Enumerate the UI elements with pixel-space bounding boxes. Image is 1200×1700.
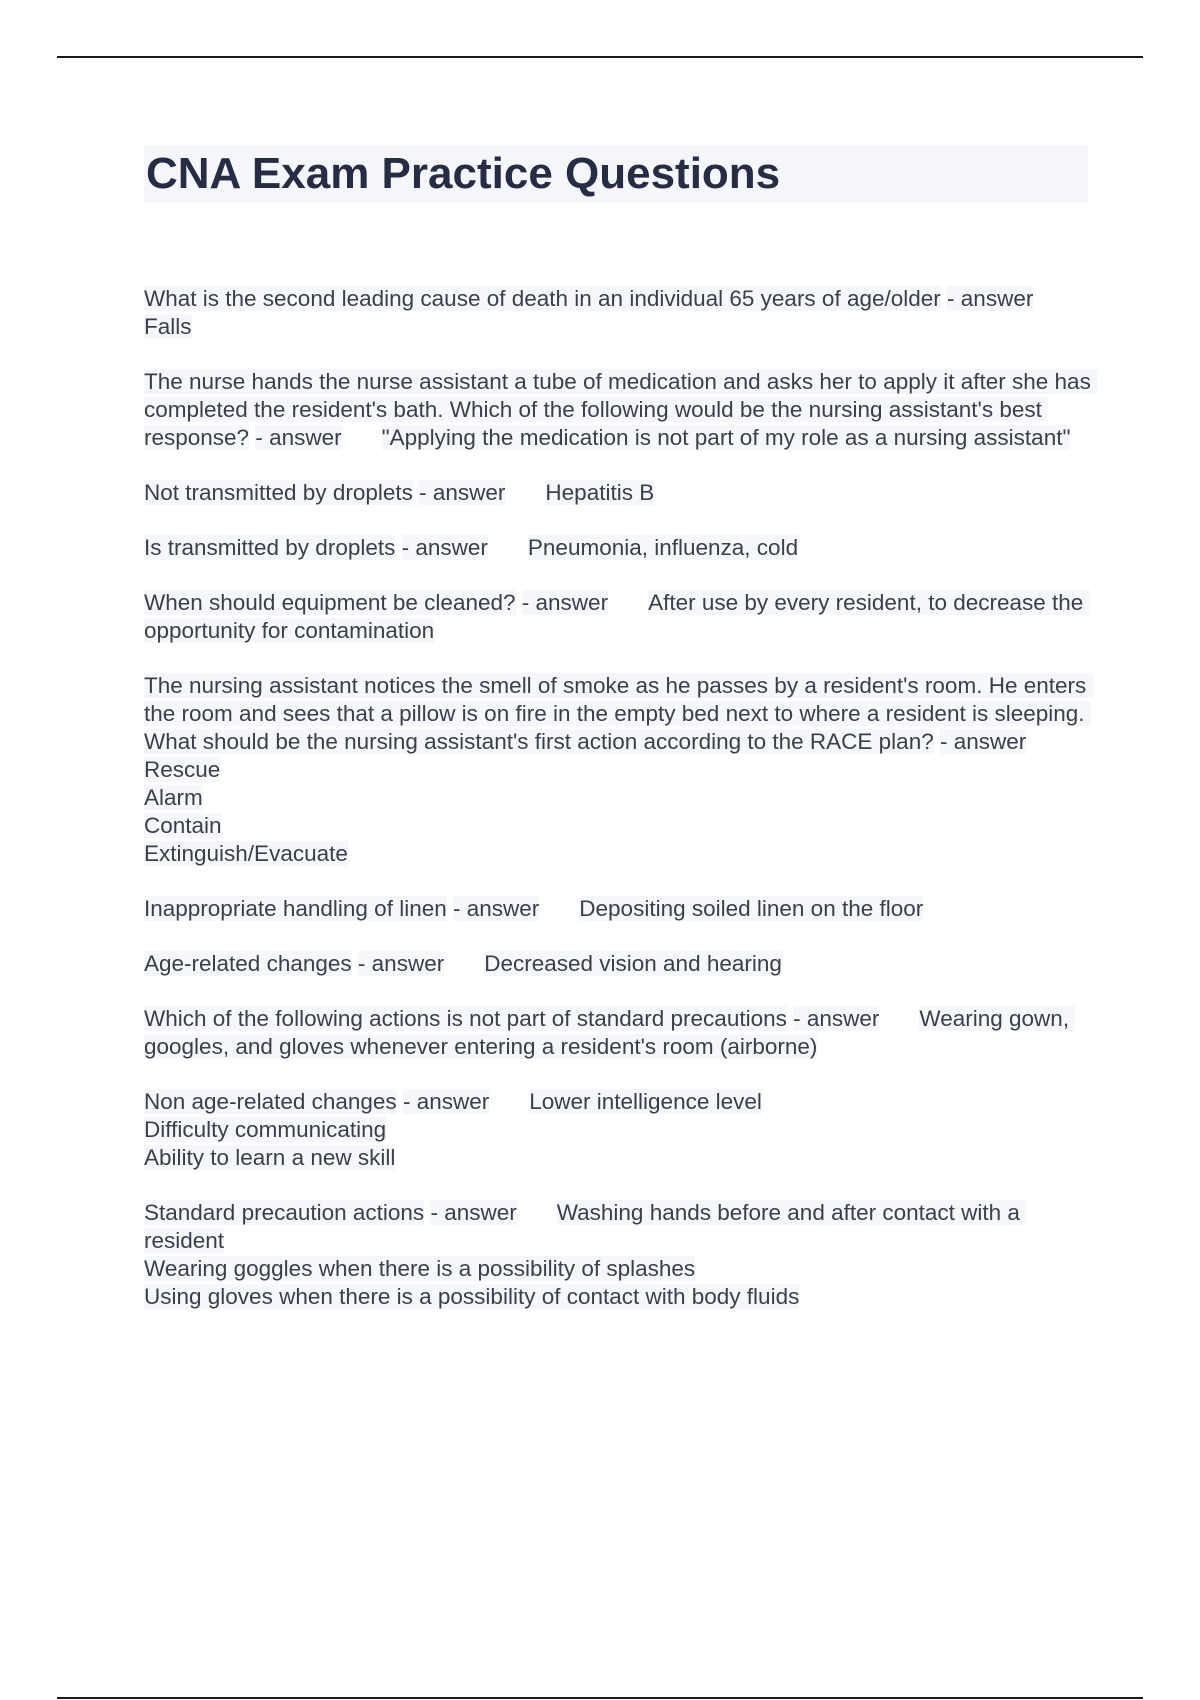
answer-text: Depositing soiled linen on the floor <box>579 896 924 921</box>
question-text: Age-related changes <box>144 951 352 976</box>
answer-separator: - answer <box>402 1089 490 1114</box>
answer-line <box>144 1283 1094 1311</box>
question-text: The nurse hands the nurse assistant a tube of medication and asks her to apply it after she has completed the resident's bath. Which of the following would be the nursing assistant's best response? <box>144 369 1098 450</box>
answer-text: Falls <box>144 314 192 339</box>
question-text: The nursing assistant notices the smell of smoke as he passes by a resident's room. He enters the room and sees that a pillow is on fire in the empty bed next to where a resident is sleeping. What should be the nursing assistant's first action according to the RACE plan? <box>144 673 1093 754</box>
qa-list <box>144 285 1098 1338</box>
question-text: Inappropriate handling of linen <box>144 896 447 921</box>
qa-item <box>144 895 1094 923</box>
qa-first-line <box>144 895 1094 923</box>
title-block <box>144 145 1088 203</box>
answer-text: Contain <box>144 813 222 838</box>
answer-text: After use by every resident, to decrease the opportunity for contamination <box>144 590 1090 643</box>
answer-text: Lower intelligence level <box>529 1089 762 1114</box>
qa-item <box>144 950 1094 978</box>
answer-separator: - answer <box>430 1200 517 1225</box>
answer-line <box>144 812 1094 840</box>
answer-text: "Applying the medication is not part of my role as a nursing assistant" <box>381 425 1071 450</box>
answer-text: Extinguish/Evacuate <box>144 841 348 866</box>
answer-separator: - answer <box>401 535 488 560</box>
answer-text: Wearing gown, googles, and gloves whenever entering a resident's room (airborne) <box>144 1006 1076 1059</box>
qa-item <box>144 1088 1094 1172</box>
qa-item <box>144 1005 1094 1061</box>
answer-text: Alarm <box>144 785 203 810</box>
answer-separator: - answer <box>521 590 609 615</box>
answer-text: Difficulty communicating <box>144 1117 387 1142</box>
page-title: CNA Exam Practice Questions <box>146 149 781 198</box>
answer-line <box>144 840 1094 868</box>
answer-line <box>144 1255 1094 1283</box>
qa-first-line <box>144 672 1094 784</box>
qa-item <box>144 479 1094 507</box>
qa-first-line <box>144 950 1094 978</box>
qa-first-line <box>144 479 1094 507</box>
answer-separator: - answer <box>255 425 342 450</box>
qa-item <box>144 534 1094 562</box>
question-text: When should equipment be cleaned? <box>144 590 516 615</box>
answer-text: Ability to learn a new skill <box>144 1145 396 1170</box>
qa-item <box>144 672 1094 868</box>
question-text: Non age-related changes <box>144 1089 397 1114</box>
answer-text: Using gloves when there is a possibility of contact with body fluids <box>144 1284 800 1309</box>
answer-separator: - answer <box>357 951 445 976</box>
answer-separator: - answer <box>419 480 506 505</box>
qa-item <box>144 1199 1094 1311</box>
answer-separator: - answer <box>940 729 1027 754</box>
answer-text: Wearing goggles when there is a possibility of splashes <box>144 1256 696 1281</box>
question-text: Standard precaution actions <box>144 1200 425 1225</box>
answer-separator: - answer <box>793 1006 880 1031</box>
question-text: What is the second leading cause of death in an individual 65 years of age/older <box>144 286 941 311</box>
qa-first-line <box>144 534 1094 562</box>
answer-text: Pneumonia, influenza, cold <box>527 535 799 560</box>
answer-line <box>144 784 1094 812</box>
question-text: Which of the following actions is not part of standard precautions <box>144 1006 787 1031</box>
qa-item <box>144 285 1094 341</box>
top-rule <box>57 56 1143 58</box>
qa-first-line <box>144 368 1098 452</box>
question-text: Not transmitted by droplets <box>144 480 413 505</box>
qa-first-line <box>144 285 1094 341</box>
qa-item <box>144 368 1098 452</box>
answer-text: Hepatitis B <box>545 480 655 505</box>
qa-first-line <box>144 1005 1094 1061</box>
answer-text: Rescue <box>144 757 221 782</box>
qa-first-line <box>144 1199 1094 1255</box>
answer-line <box>144 1144 1094 1172</box>
qa-first-line <box>144 1088 1094 1116</box>
answer-text: Decreased vision and hearing <box>484 951 782 976</box>
qa-item <box>144 589 1094 645</box>
qa-first-line <box>144 589 1094 645</box>
answer-line <box>144 1116 1094 1144</box>
answer-separator: - answer <box>947 286 1034 311</box>
answer-text: Washing hands before and after contact with a resident <box>144 1200 1027 1253</box>
bottom-rule <box>57 1697 1143 1699</box>
question-text: Is transmitted by droplets <box>144 535 396 560</box>
answer-separator: - answer <box>453 896 540 921</box>
